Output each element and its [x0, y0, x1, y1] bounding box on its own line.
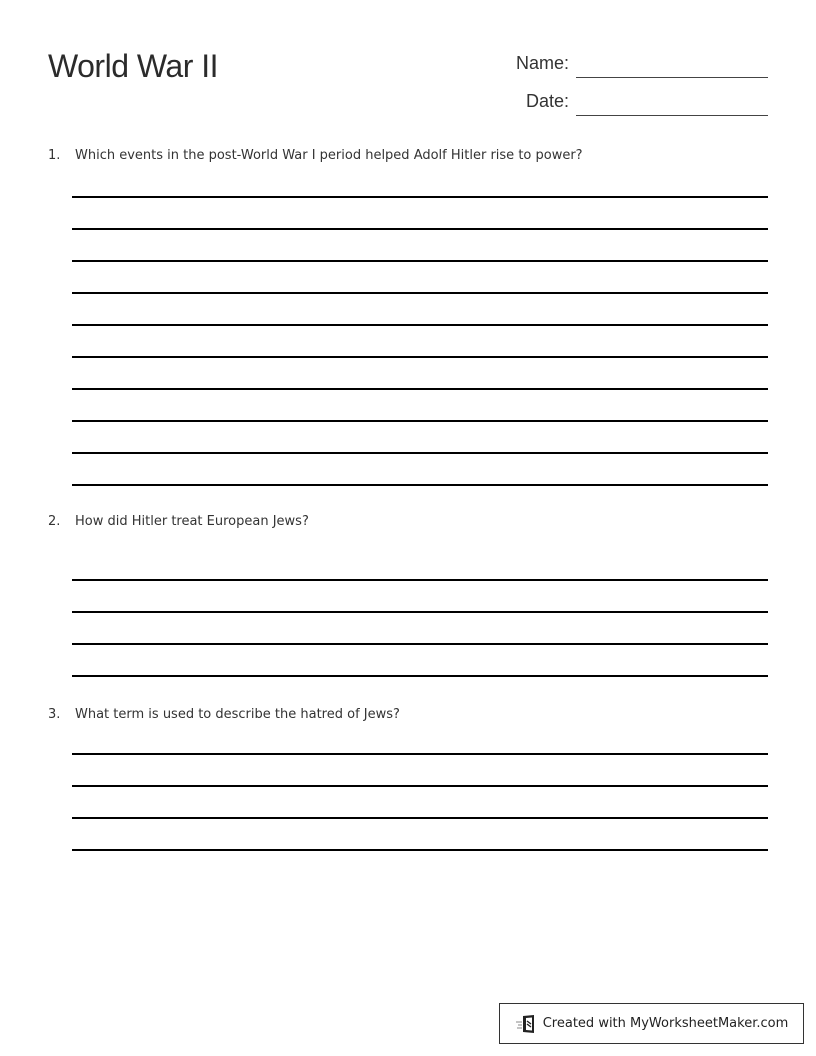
answer-line[interactable] — [72, 753, 768, 755]
answer-line[interactable] — [72, 579, 768, 581]
date-label: Date: — [525, 91, 569, 111]
question-number: 1. — [48, 148, 61, 163]
question-text: Which events in the post-World War I period helped Adolf Hitler rise to power? — [75, 148, 583, 163]
name-blank-line[interactable] — [576, 77, 768, 78]
answer-line[interactable] — [72, 643, 768, 645]
worksheet-maker-logo-icon — [515, 1014, 537, 1034]
answer-line[interactable] — [72, 611, 768, 613]
answer-line[interactable] — [72, 260, 768, 262]
answer-line[interactable] — [72, 356, 768, 358]
question-3 — [48, 707, 400, 722]
answer-line[interactable] — [72, 196, 768, 198]
answer-line[interactable] — [72, 228, 768, 230]
answer-line[interactable] — [72, 292, 768, 294]
answer-line[interactable] — [72, 675, 768, 677]
question-number: 3. — [48, 707, 61, 722]
question-text: How did Hitler treat European Jews? — [75, 514, 309, 529]
name-label: Name: — [515, 53, 569, 73]
question-2 — [48, 514, 309, 529]
created-with-badge[interactable] — [499, 1003, 804, 1044]
name-field[interactable] — [468, 48, 768, 78]
date-field[interactable] — [468, 86, 768, 116]
answer-line[interactable] — [72, 324, 768, 326]
answer-line[interactable] — [72, 849, 768, 851]
answer-line[interactable] — [72, 388, 768, 390]
created-with-text: Created with MyWorksheetMaker.com — [542, 1016, 789, 1031]
date-blank-line[interactable] — [576, 115, 768, 116]
answer-line[interactable] — [72, 420, 768, 422]
answer-line[interactable] — [72, 785, 768, 787]
answer-line[interactable] — [72, 484, 768, 486]
question-text: What term is used to describe the hatred of Jews? — [75, 707, 400, 722]
answer-line[interactable] — [72, 817, 768, 819]
worksheet-title: World War II — [48, 48, 219, 84]
question-number: 2. — [48, 514, 61, 529]
answer-line[interactable] — [72, 452, 768, 454]
question-1 — [48, 148, 583, 163]
